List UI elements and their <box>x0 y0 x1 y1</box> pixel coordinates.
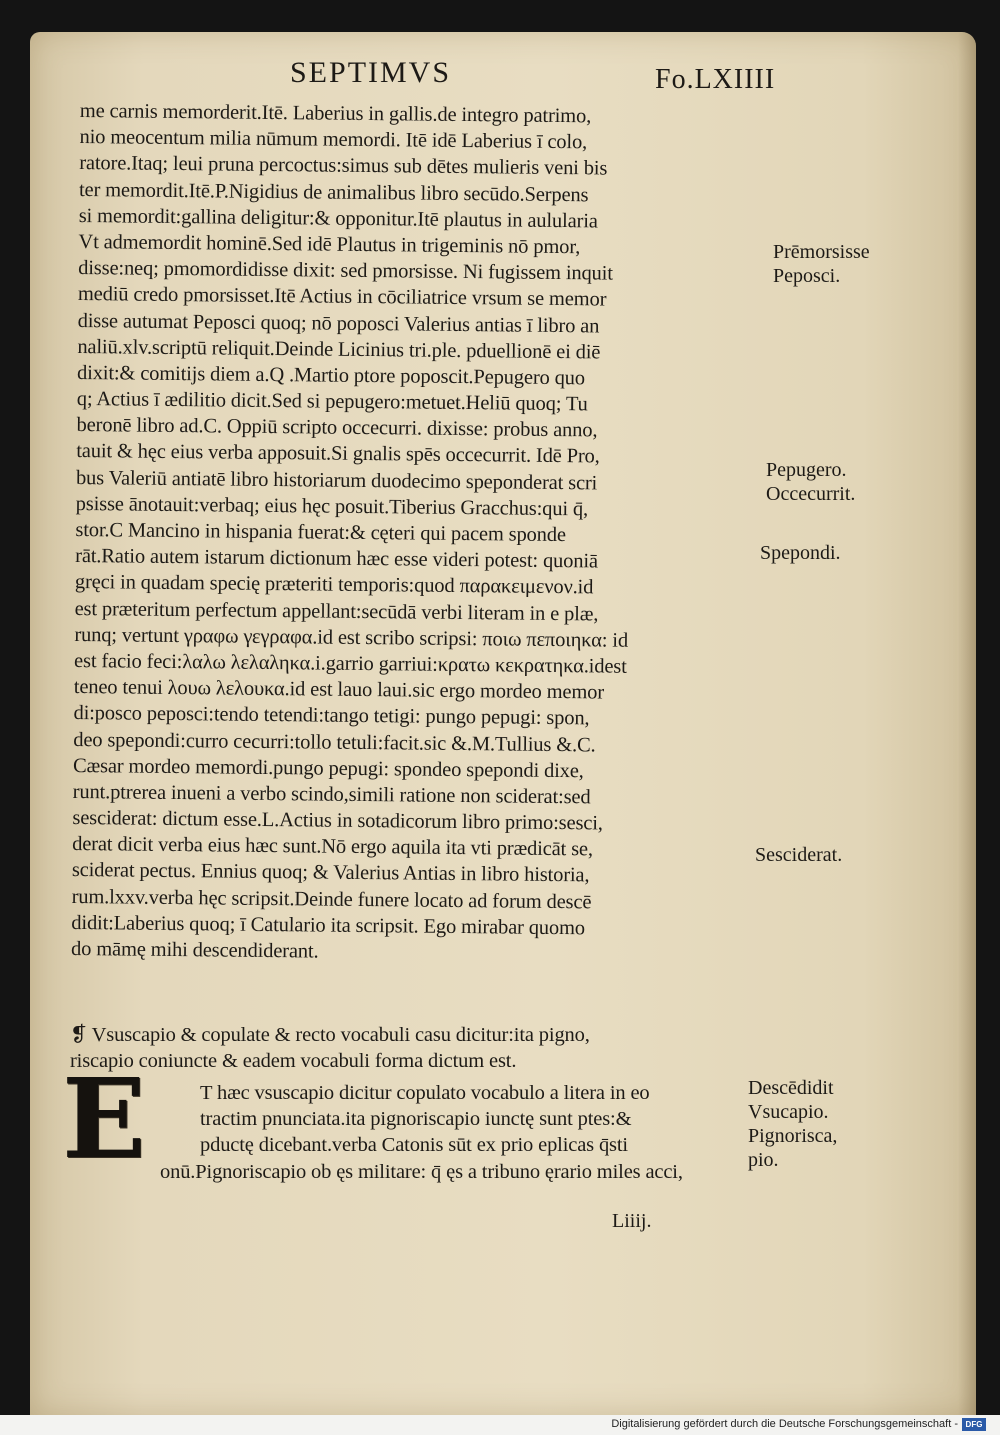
text-line: bus Valeriū antiatē libro historiarum duodecimo speponderat scri <box>75 466 598 495</box>
text-line: derat dicit verba eius hæc sunt.Nō ergo aquila ita vti prædicāt se, <box>72 833 593 861</box>
running-head: SEPTIMVS <box>290 56 452 89</box>
text-line: deo spepondi:curro cecurri:tollo tetuli:facit.sic &.M.Tullius &.C. <box>73 728 596 756</box>
text-line: didit:Laberius quoq; ī Catulario ita scripsit. Ego mirabar quomo <box>71 911 586 940</box>
text-line: T hæc vsuscapio dicitur copulato vocabulo a litera in eo <box>200 1082 650 1104</box>
text-line: disse autumat Peposci quoq; nō poposci Valerius antias ī libro an <box>77 309 600 337</box>
marginal-note-pepugero: Pepugero. Occecurrit. <box>766 459 856 505</box>
text-line: naliū.xlv.scriptū reliquit.Deinde Licinius tri.ple. pduellionē ei diē <box>77 335 601 364</box>
folio-number: Fo.LXIIII <box>655 64 776 95</box>
text-line: q; Actius ī ædilitio dicit.Sed si pepugero:metuet.Heliū quoq; Tu <box>76 388 588 416</box>
text-line: psisse ānotauit:verbaq; eius hęc posuit.Tiberius Gracchus:qui q̄, <box>75 492 589 521</box>
text-line: nio meocentum milia nūmum memordi. Itē idē Laberius ī colo, <box>79 126 588 154</box>
text-line: do māmę mihi descendiderant. <box>70 937 319 963</box>
text-line: mediū credo pmorsisset.Itē Actius in cōciliatrice vrsum se memor <box>77 283 607 311</box>
text-line: dixit:& comitijs diem a.Q .Martio ptore poposcit.Pepugero quo <box>77 361 586 390</box>
text-line: onū.Pignoriscapio ob ęs militare: q̄ ęs a tribuno ęrario miles acci, <box>160 1160 683 1183</box>
marginal-note-sesciderat: Sesciderat. <box>755 844 843 866</box>
marginal-note-premorsisse: Prēmorsisse Peposci. <box>773 241 870 287</box>
text-line: sciderat pectus. Ennius quoq; & Valerius Antias in libro historia, <box>71 859 590 887</box>
text-line: tauit & hęc eius verba apposuit.Si gnalis spēs occecurrit. Idē Pro, <box>76 440 600 468</box>
text-line: rāt.Ratio autem istarum dictionum hæc esse videri potest: quoniā <box>75 545 599 573</box>
footer-bar <box>0 1415 1000 1435</box>
heading-line: ❡ Vsuscapio & copulate & recto vocabuli casu dicitur:ita pigno, <box>70 1024 590 1046</box>
text-line: ter memordit.Itē.P.Nigidius de animalibus libro secūdo.Serpens <box>78 178 589 206</box>
text-line: stor.C Mancino in hispania fuerat:& cęteri qui pacem sponde <box>75 518 566 547</box>
section-heading <box>70 1022 750 1074</box>
text-line: est facio feci:λαλω λελαληκα.i.garrio garriui:κρατω κεκρατηκα.idest <box>73 649 627 678</box>
text-line: disse:neq; pmomordidisse dixit: sed pmorsisse. Ni fugissem inquit <box>78 257 613 285</box>
text-line: runq; vertunt γραφω γεγραφα.id est scribo scripsi: ποιω πεποιηκα: id <box>74 623 629 652</box>
text-line: Vt admemordit hominē.Sed idē Plautus in trigeminis nō pmor, <box>78 230 581 259</box>
text-line: gręci in quadam specię præteriti temporis:quod παρακειμενον.id <box>74 571 594 599</box>
heading-line: riscapio coniuncte & eadem vocabuli forma dictum est. <box>70 1050 517 1073</box>
text-line: teneo tenui λουω λελουκα.id est lauo laui.sic ergo mordeo memor <box>73 676 605 704</box>
dfg-logo: DFG <box>962 1418 986 1431</box>
text-line: di:posco peposci:tendo tetendi:tango tetigi: pungo pepugi: spon, <box>73 702 590 730</box>
main-text-block <box>71 98 770 969</box>
drop-cap-initial: E <box>62 1054 146 1183</box>
footer-credit: Digitalisierung gefördert durch die Deutsche Forschungsgemeinschaft - <box>611 1418 958 1430</box>
text-line: runt.ptrerea inueni a verbo scindo,simili ratione non sciderat:sed <box>72 780 591 809</box>
text-line: tractim pnunciata.ita pignoriscapio iunctę sunt ptes:& <box>200 1108 632 1131</box>
text-line: pductę dicebant.verba Catonis sūt ex prio eplicas q̄sti <box>200 1134 628 1157</box>
text-line: me carnis memorderit.Itē. Laberius in gallis.de integro patrimo, <box>79 99 592 128</box>
marginal-note-descendidit: Descēdidit Vsucapio. Pignorisca, pio. <box>748 1077 838 1171</box>
text-line: Cæsar mordeo memordi.pungo pepugi: spondeo spepondi dixe, <box>72 754 584 782</box>
text-line: rum.lxxv.verba hęc scripsit.Deinde funere locato ad forum descē <box>71 885 592 914</box>
text-line: ratore.Itaq; leui pruna percoctus:simus sub dētes mulieris veni bis <box>79 152 608 180</box>
text-line: si memordit:gallina deligitur:& opponitur.Itē plautus in aulularia <box>78 204 598 233</box>
text-line: beronē libro ad.C. Oppiū scripto occecurri. dixisse: probus anno, <box>76 414 598 442</box>
signature-mark: Liiij. <box>612 1210 652 1232</box>
text-line: sesciderat: dictum esse.L.Actius in sotadicorum libro primo:sesci, <box>72 807 603 835</box>
marginal-note-spepondi: Spepondi. <box>760 542 841 564</box>
text-line: est præteritum perfectum appellant:secūdā verbi literam in e plæ, <box>74 597 599 626</box>
